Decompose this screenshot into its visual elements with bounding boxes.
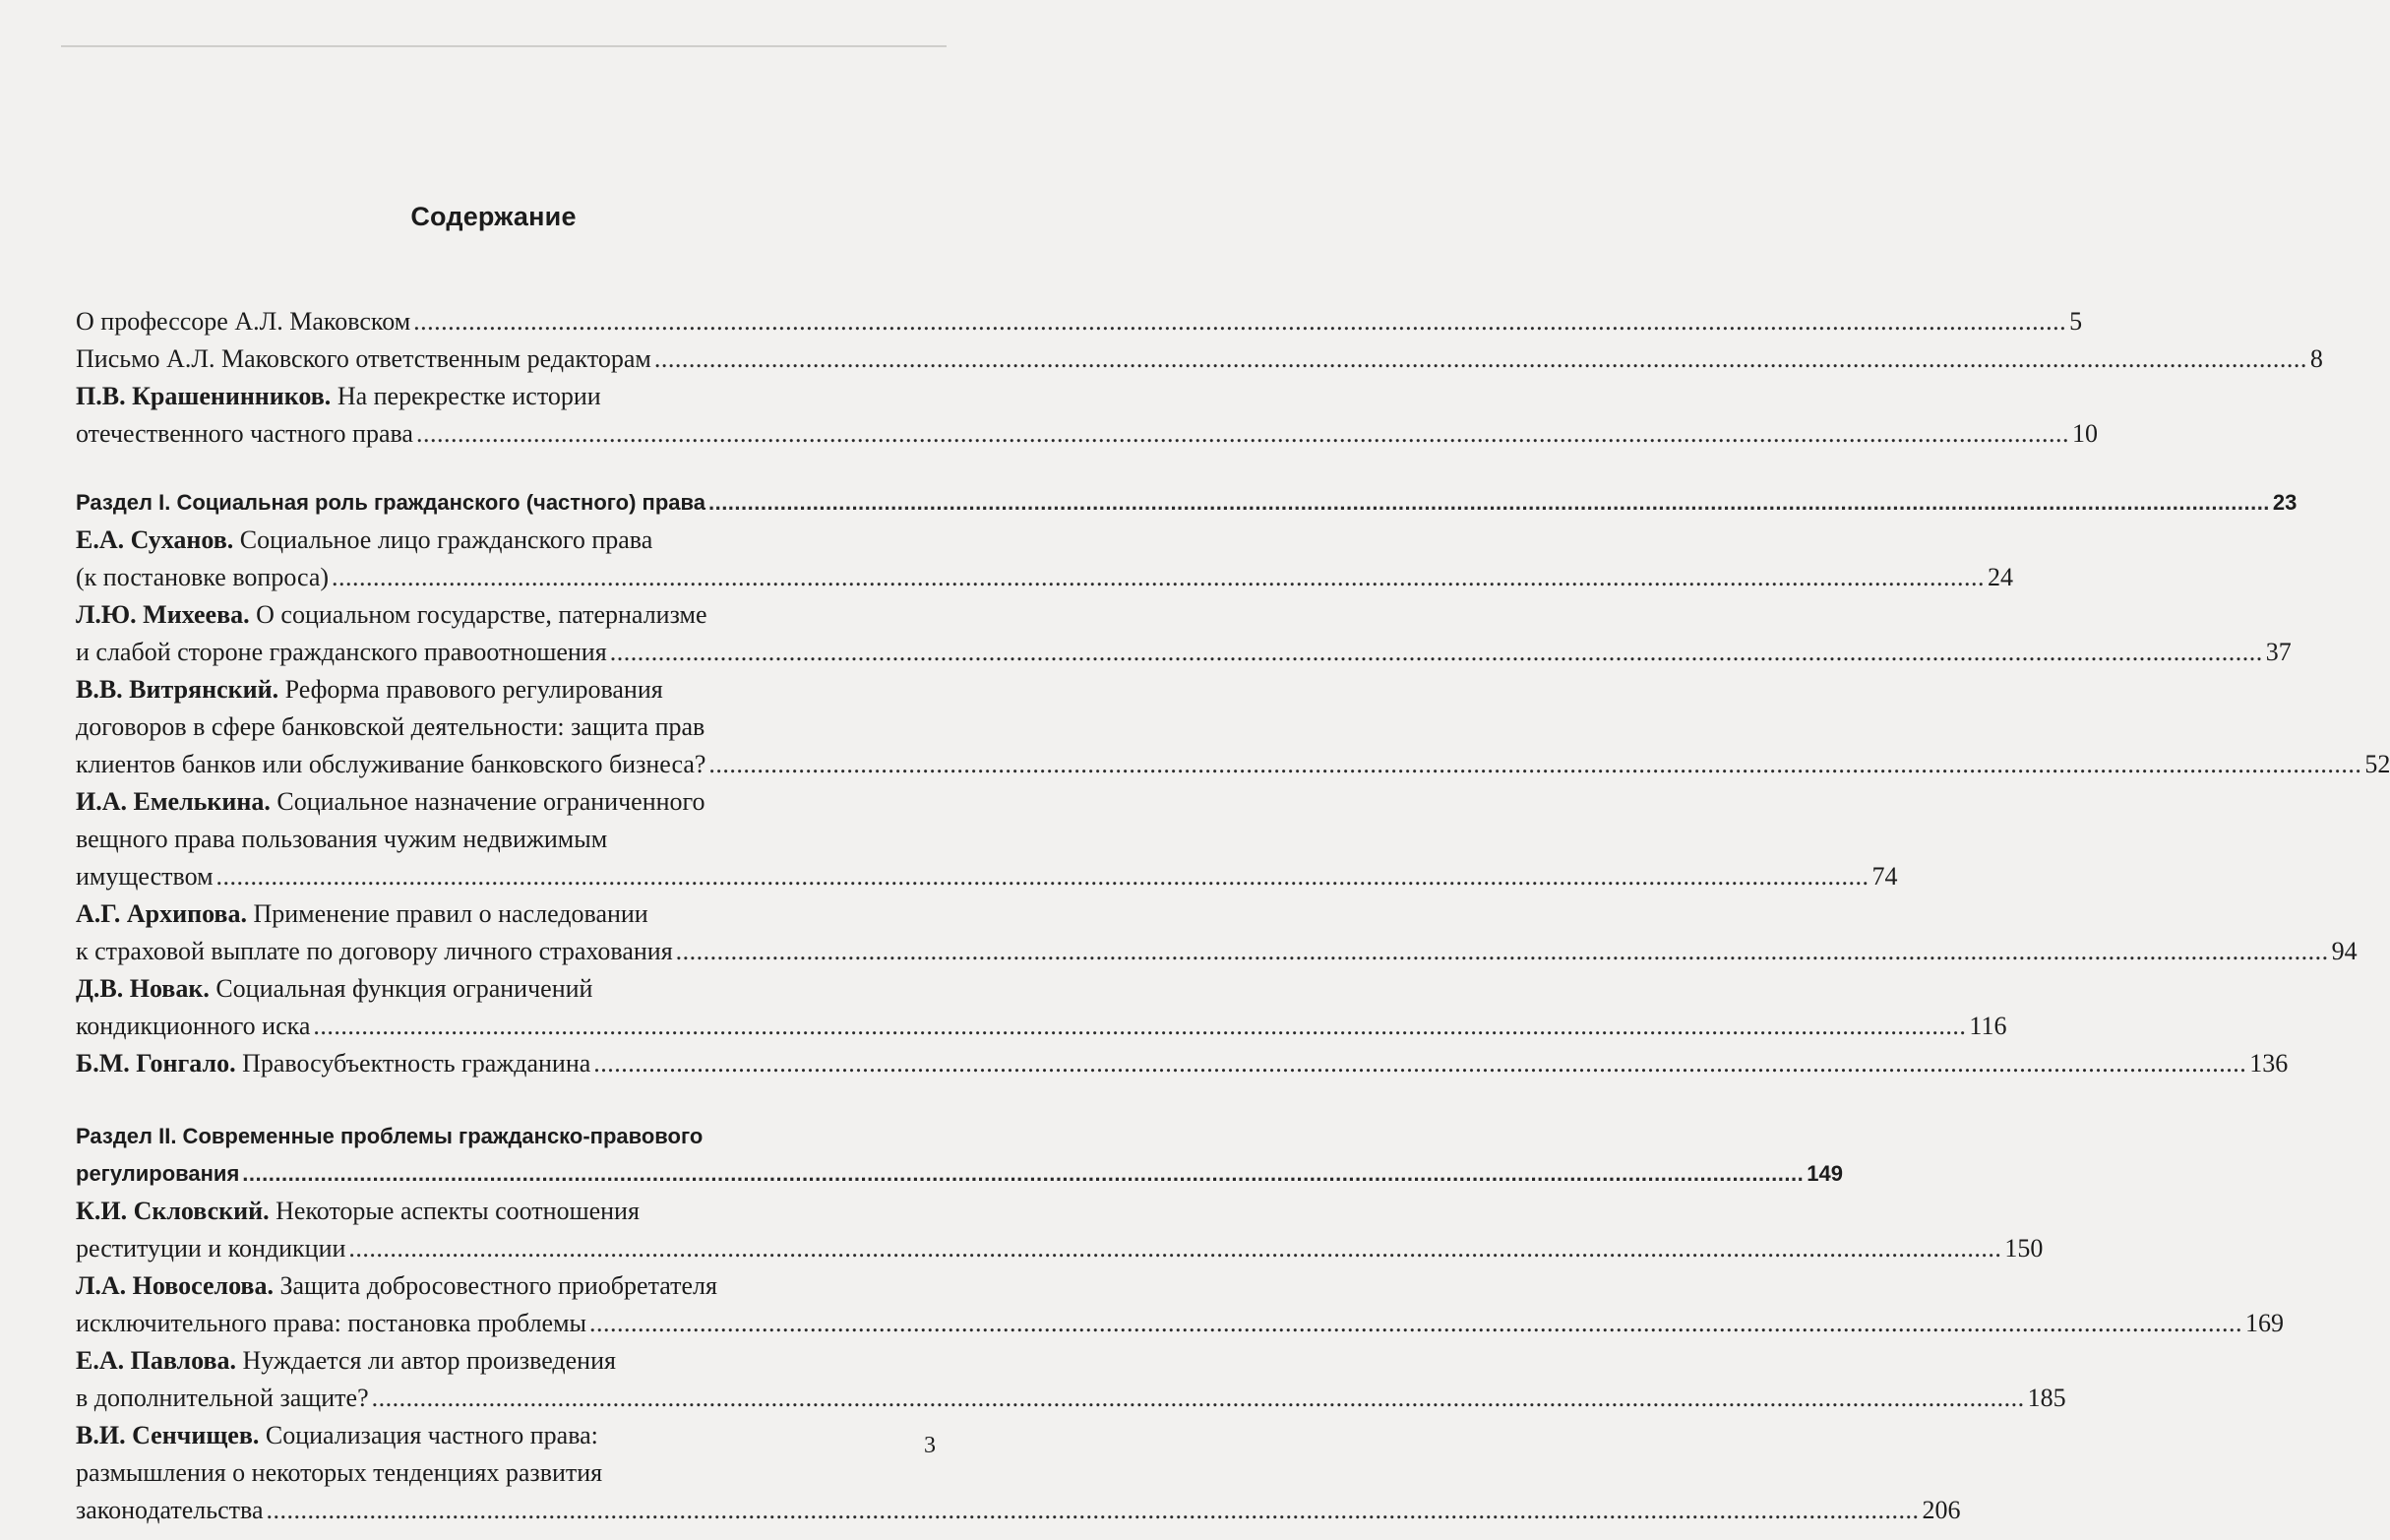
- toc-entry-line: [76, 671, 936, 708]
- toc-entry-title: и слабой стороне гражданского правоотношения: [76, 638, 607, 666]
- toc-entry-author: Е.А. Павлова.: [76, 1346, 237, 1375]
- toc-page-number: 24: [1988, 563, 2014, 591]
- toc-entry-text: [76, 1230, 345, 1267]
- toc-entry-text: [76, 1008, 310, 1045]
- toc-entry-title: к страховой выплате по договору личного страхования: [76, 937, 673, 965]
- dot-leader: [216, 858, 1869, 895]
- toc-entry-title: Социальное назначение ограниченного: [270, 787, 705, 816]
- toc-entry-line: [76, 746, 2390, 783]
- toc-entry-text: [76, 1492, 264, 1529]
- toc-entry-line: [76, 340, 2323, 378]
- toc-entry-text: [76, 596, 706, 634]
- toc-entry-title: кондикционного иска: [76, 1012, 311, 1040]
- toc-entry-title: Некоторые аспекты соотношения: [269, 1197, 640, 1225]
- toc-entry-text: [76, 415, 413, 453]
- toc-entry-line: [76, 303, 2083, 340]
- toc-entry-text: [76, 378, 601, 415]
- toc-entry-line: [76, 415, 2098, 453]
- toc-page-number: 116: [1969, 1012, 2007, 1040]
- toc-entry-text: [76, 634, 607, 671]
- toc-entry-text: [76, 1454, 602, 1492]
- toc-entry-title: На перекрестке истории: [331, 382, 601, 410]
- toc-page-number: 169: [2245, 1309, 2285, 1337]
- toc-entry-text: [76, 1155, 239, 1193]
- toc-entry-line: [76, 1417, 936, 1454]
- dot-leader: [708, 484, 2270, 522]
- toc-page-number: 136: [2249, 1049, 2289, 1078]
- toc-entry-text: [76, 1193, 640, 1230]
- toc-entry-text: [76, 895, 648, 933]
- toc-entry-title: Социальная функция ограничений: [209, 974, 593, 1003]
- toc-entry-title: в дополнительной защите?: [76, 1384, 369, 1412]
- toc-page-number: 37: [2265, 638, 2292, 666]
- toc-entry-title: Защита добросовестного приобретателя: [273, 1271, 717, 1300]
- page-number: 3: [924, 1433, 936, 1458]
- toc-entry-text: [76, 821, 607, 858]
- toc-entry-author: А.Г. Архипова.: [76, 899, 247, 928]
- toc-entry-text: [76, 746, 705, 783]
- dot-leader: [372, 1380, 2025, 1417]
- toc-entry-text: [76, 1045, 590, 1082]
- toc-entry-text: [76, 1267, 717, 1305]
- toc-entry-line: [76, 1342, 936, 1380]
- toc-entry-title: клиентов банков или обслуживание банковского бизнеса?: [76, 750, 706, 778]
- toc-entry-title: Социальное лицо гражданского права: [233, 525, 653, 554]
- toc-entry-text: [76, 708, 705, 746]
- toc-entry-line: [76, 783, 936, 821]
- toc-entry-line: [76, 708, 936, 746]
- toc-entry-author: Д.В. Новак.: [76, 974, 210, 1003]
- toc-page-number: 5: [2069, 307, 2083, 336]
- toc-entry-line: [76, 559, 2014, 596]
- toc-entry-author: В.В. Витрянский.: [76, 675, 279, 704]
- toc-entry-text: [76, 671, 663, 708]
- toc-entry-title: регулирования: [76, 1161, 240, 1186]
- toc-entry-title: размышления о некоторых тенденциях развития: [76, 1458, 603, 1487]
- toc-entry-title: Письмо А.Л. Маковского ответственным редакторам: [76, 344, 651, 373]
- toc-page-number: 8: [2309, 344, 2323, 373]
- toc-page-number: 94: [2331, 937, 2358, 965]
- toc-entry-text: [76, 340, 651, 378]
- toc-entry-line: [76, 1305, 2285, 1342]
- toc-entry-line: [76, 970, 936, 1008]
- toc-entry-line: [76, 1380, 2066, 1417]
- dot-leader: [610, 634, 2263, 671]
- toc-entry-title: Реформа правового регулирования: [278, 675, 663, 704]
- toc-entry-line: [76, 1454, 936, 1492]
- toc-entry-author: Л.Ю. Михеева.: [76, 600, 250, 629]
- toc-entry-title: Правосубъектность гражданина: [235, 1049, 591, 1078]
- toc-page-number: 23: [2272, 490, 2298, 515]
- toc-entry-line: [76, 1492, 1961, 1529]
- toc-entry-line: [76, 895, 936, 933]
- toc-entry-line: [76, 634, 2292, 671]
- toc-page-number: 185: [2027, 1384, 2066, 1412]
- table-of-contents: [76, 303, 2390, 1529]
- toc-page-number: 206: [1922, 1496, 1961, 1524]
- toc-entry-text: [76, 858, 214, 895]
- toc-entry-line: [76, 858, 1898, 895]
- top-rule: [61, 45, 947, 47]
- toc-entry-author: Б.М. Гонгало.: [76, 1049, 236, 1078]
- toc-entry-line: [76, 933, 2358, 970]
- dot-leader: [267, 1492, 1920, 1529]
- toc-page-number: 10: [2071, 419, 2098, 448]
- toc-entry-text: [76, 970, 592, 1008]
- toc-section-line: [76, 1155, 1843, 1193]
- toc-entry-title: Раздел II. Современные проблемы гражданско-правового: [76, 1124, 704, 1148]
- toc-entry-title: О социальном государстве, патернализме: [249, 600, 707, 629]
- toc-entry-title: О профессоре А.Л. Маковском: [76, 307, 411, 336]
- toc-entry-text: [76, 783, 705, 821]
- dot-leader: [313, 1008, 1966, 1045]
- toc-entry-line: [76, 522, 936, 559]
- toc-entry-title: реституции и кондикции: [76, 1234, 346, 1263]
- toc-entry-text: [76, 1417, 598, 1454]
- toc-entry-line: [76, 378, 936, 415]
- toc-entry-author: Л.А. Новоселова.: [76, 1271, 274, 1300]
- dot-leader: [413, 303, 2066, 340]
- toc-entry-title: законодательства: [76, 1496, 264, 1524]
- toc-entry-author: К.И. Скловский.: [76, 1197, 270, 1225]
- toc-entry-author: В.И. Сенчищев.: [76, 1421, 260, 1449]
- toc-entry-line: [76, 821, 936, 858]
- toc-entry-line: [76, 1193, 936, 1230]
- toc-page-number: 150: [2004, 1234, 2044, 1263]
- toc-entry-author: Е.А. Суханов.: [76, 525, 234, 554]
- toc-entry-text: [76, 484, 705, 522]
- toc-section-line: [76, 484, 2298, 522]
- toc-entry-title: договоров в сфере банковской деятельности: защита прав: [76, 712, 705, 741]
- toc-page-number: 52: [2364, 750, 2390, 778]
- toc-entry-author: П.В. Крашенинников.: [76, 382, 332, 410]
- toc-entry-line: [76, 1045, 2289, 1082]
- toc-entry-line: [76, 1008, 2007, 1045]
- dot-leader: [242, 1155, 1804, 1193]
- toc-page-number: 74: [1871, 862, 1898, 891]
- toc-entry-text: [76, 1342, 616, 1380]
- toc-page-number: 149: [1807, 1161, 1843, 1186]
- dot-leader: [589, 1305, 2242, 1342]
- toc-entry-author: И.А. Емелькина.: [76, 787, 271, 816]
- toc-entry-text: [76, 1380, 369, 1417]
- toc-entry-text: [76, 1118, 703, 1155]
- dot-leader: [416, 415, 2069, 453]
- toc-entry-title: отечественного частного права: [76, 419, 413, 448]
- dot-leader: [348, 1230, 2001, 1267]
- dot-leader: [593, 1045, 2246, 1082]
- toc-entry-text: [76, 522, 652, 559]
- toc-entry-line: [76, 1267, 936, 1305]
- toc-entry-line: [76, 596, 936, 634]
- toc-entry-text: [76, 1305, 586, 1342]
- toc-entry-text: [76, 933, 673, 970]
- dot-leader: [654, 340, 2307, 378]
- toc-section-line: [76, 1118, 936, 1155]
- toc-entry-text: [76, 559, 329, 596]
- toc-entry-title: вещного права пользования чужим недвижимым: [76, 825, 608, 853]
- toc-entry-title: Социализация частного права:: [259, 1421, 598, 1449]
- toc-entry-title: исключительного права: постановка проблемы: [76, 1309, 587, 1337]
- toc-entry-title: Нуждается ли автор произведения: [236, 1346, 616, 1375]
- page-title: Содержание: [410, 202, 577, 231]
- dot-leader: [332, 559, 1985, 596]
- dot-leader: [676, 933, 2329, 970]
- toc-entry-line: [76, 1230, 2044, 1267]
- toc-entry-title: Раздел I. Социальная роль гражданского (частного) права: [76, 490, 705, 515]
- toc-entry-text: [76, 303, 410, 340]
- dot-leader: [708, 746, 2361, 783]
- toc-entry-title: имуществом: [76, 862, 214, 891]
- toc-entry-title: Применение правил о наследовании: [246, 899, 648, 928]
- toc-entry-title: (к постановке вопроса): [76, 563, 330, 591]
